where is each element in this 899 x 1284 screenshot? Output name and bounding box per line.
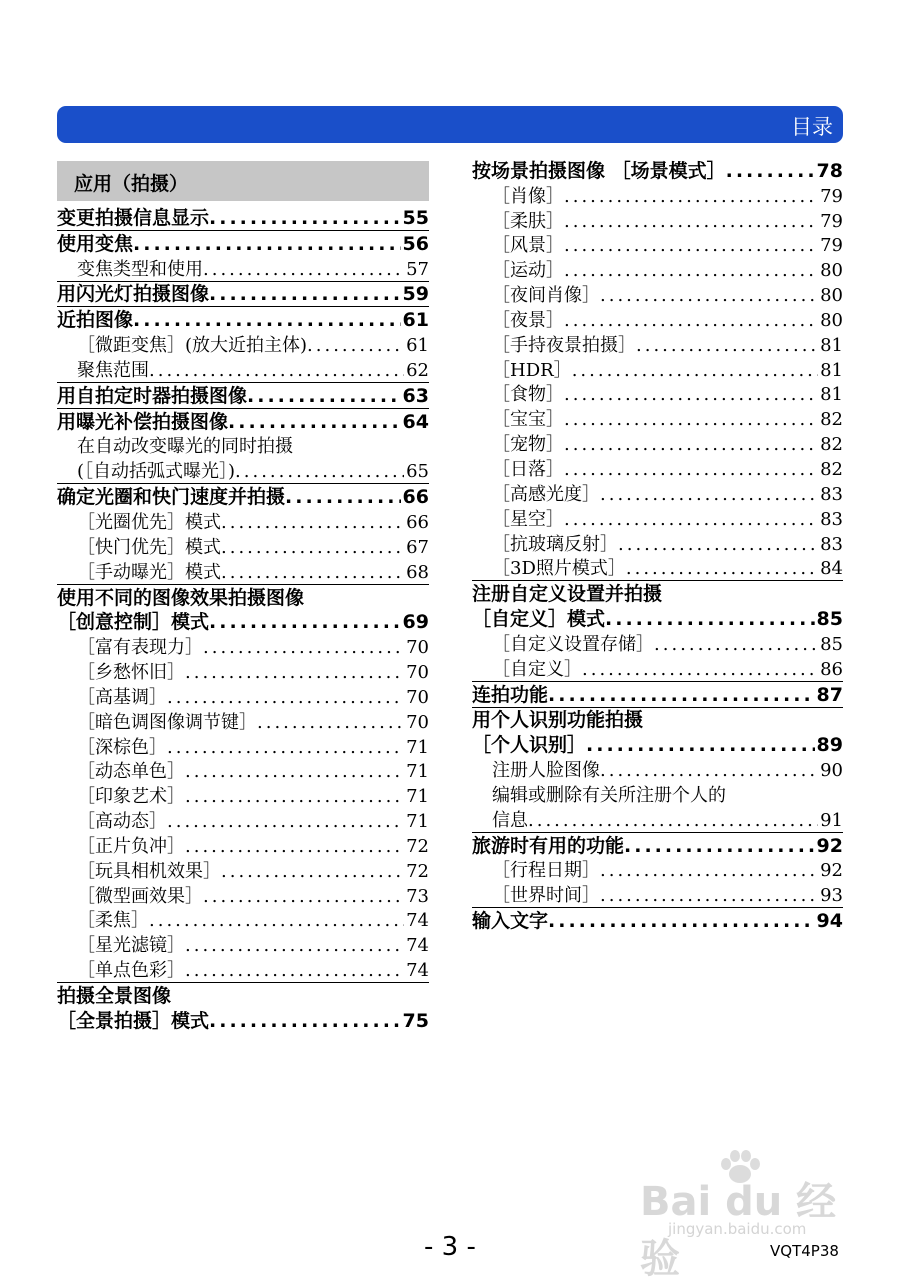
toc-entry[interactable] <box>472 481 843 506</box>
toc-entry-label: 变焦类型和使用 <box>77 258 203 280</box>
dot-leader <box>600 887 818 905</box>
toc-entry-label: ［全景拍摄］模式 <box>57 1009 210 1032</box>
dot-leader <box>654 636 818 654</box>
toc-entry-page: 72 <box>406 860 429 882</box>
toc-entry[interactable] <box>57 932 429 957</box>
toc-entry-label: ［行程日期］ <box>492 860 600 882</box>
toc-entry-page: 69 <box>402 611 429 634</box>
toc-entry-page: 73 <box>406 885 429 907</box>
toc-entry[interactable] <box>472 307 843 332</box>
toc-entry-label: ［印象艺术］ <box>77 786 185 808</box>
toc-entry-page: 93 <box>820 885 843 907</box>
toc-entry[interactable] <box>57 306 429 332</box>
toc-entry-label: ［微距变焦］(放大近拍主体) <box>77 335 308 357</box>
toc-entry-label: ［自定义设置存储］ <box>492 633 654 655</box>
toc-entry-page: 57 <box>406 258 429 280</box>
toc-entry[interactable] <box>472 858 843 883</box>
toc-entry[interactable] <box>472 431 843 456</box>
toc-entry-page: 83 <box>820 508 843 530</box>
dot-leader <box>626 560 818 578</box>
toc-entry-page: 70 <box>406 637 429 659</box>
toc-entry-page: 82 <box>820 458 843 480</box>
toc-entry-page: 70 <box>406 711 429 733</box>
dot-leader <box>209 285 401 304</box>
toc-entry-page: 92 <box>820 860 843 882</box>
dot-leader <box>564 312 818 330</box>
toc-entry[interactable] <box>472 556 843 581</box>
toc-entry-page: 68 <box>406 561 429 583</box>
toc-entry-page: 89 <box>816 734 843 757</box>
dot-leader <box>582 661 818 679</box>
toc-entry-label: ［星空］ <box>492 508 564 530</box>
dot-leader <box>257 714 404 732</box>
toc-entry[interactable] <box>472 907 843 933</box>
toc-entry-page: 75 <box>402 1009 429 1032</box>
dot-leader <box>149 912 404 930</box>
toc-entry-page: 62 <box>406 359 429 381</box>
toc-entry-label: ［富有表现力］ <box>77 637 203 659</box>
dot-leader <box>548 912 815 931</box>
toc-entry[interactable] <box>57 808 429 833</box>
dot-leader <box>636 337 818 355</box>
toc-entry[interactable] <box>57 230 429 256</box>
toc-entry-label: (［自动括弧式曝光］) <box>77 461 236 483</box>
toc-entry-label: ［世界时间］ <box>492 885 600 907</box>
toc-entry-label: 编辑或删除有关所注册个人的 <box>492 784 726 806</box>
toc-entry[interactable] <box>472 631 843 656</box>
dot-leader <box>564 461 818 479</box>
toc-entry[interactable] <box>57 382 429 408</box>
toc-entry-label: ［肖像］ <box>492 185 564 207</box>
toc-entry-label: 用个人识别功能拍摄 <box>472 709 644 732</box>
toc-entry-page: 64 <box>402 410 429 433</box>
toc-entry-page: 67 <box>406 536 429 558</box>
dot-leader <box>564 511 818 529</box>
toc-entry-label: 连拍功能 <box>472 683 549 706</box>
dot-leader <box>133 311 401 330</box>
dot-leader <box>221 564 404 582</box>
toc-entry-page: 71 <box>406 786 429 808</box>
dot-leader <box>203 888 404 906</box>
toc-entry-page: 90 <box>820 760 843 782</box>
toc-entry-page: 85 <box>820 633 843 655</box>
section-heading <box>57 161 429 201</box>
dot-leader <box>203 639 404 657</box>
toc-entry[interactable] <box>472 332 843 357</box>
toc-entry[interactable] <box>472 282 843 307</box>
toc-entry-label: ［夜景］ <box>492 309 564 331</box>
toc-entry[interactable] <box>472 732 843 757</box>
toc-entry-label: 用闪光灯拍摄图像 <box>57 283 210 306</box>
toc-entry-label: ［宠物］ <box>492 434 564 456</box>
toc-entry[interactable] <box>57 759 429 784</box>
toc-entry-label: ［HDR］ <box>492 359 572 381</box>
model-code: VQT4P38 <box>770 1242 839 1260</box>
toc-entry-page: 92 <box>816 834 843 857</box>
dot-leader <box>618 536 818 554</box>
toc-entry-label: ［玩具相机效果］ <box>77 860 221 882</box>
toc-entry-page: 87 <box>816 683 843 706</box>
toc-entry-page: 74 <box>406 935 429 957</box>
toc-entry-label: ［个人识别］ <box>472 734 587 757</box>
toc-entry[interactable] <box>57 458 429 483</box>
toc-entry-label: 注册人脸图像 <box>492 760 600 782</box>
toc-entry[interactable] <box>57 982 429 1008</box>
toc-entry-label: ［风景］ <box>492 235 564 257</box>
toc-entry-page: 65 <box>406 461 429 483</box>
toc-entry-page: 79 <box>820 210 843 232</box>
toc-entry-label: 在自动改变曝光的同时拍摄 <box>77 436 293 458</box>
dot-leader <box>167 689 404 707</box>
dot-leader <box>528 812 818 830</box>
dot-leader <box>209 613 401 632</box>
toc-entry[interactable] <box>57 584 429 610</box>
dot-leader <box>221 539 404 557</box>
toc-entry-label: ［星光滤镜］ <box>77 935 185 957</box>
toc-entry-page: 63 <box>402 384 429 407</box>
toc-entry[interactable] <box>57 634 429 659</box>
dot-leader <box>133 235 401 254</box>
toc-entry[interactable] <box>472 357 843 382</box>
toc-entry-label: ［动态单色］ <box>77 761 185 783</box>
toc-entry-page: 56 <box>402 232 429 255</box>
toc-right-column <box>472 158 843 933</box>
toc-entry-label: ［日落］ <box>492 458 564 480</box>
toc-entry[interactable] <box>57 559 429 584</box>
toc-entry-label: ［深棕色］ <box>77 736 167 758</box>
dot-leader <box>167 813 404 831</box>
toc-entry-label: 用自拍定时器拍摄图像 <box>57 384 248 407</box>
watermark-logo-text: Bai du 经验 <box>640 1179 837 1282</box>
toc-entry-page: 61 <box>402 309 429 332</box>
toc-entry-label: ［食物］ <box>492 384 564 406</box>
toc-entry-label: ［正片负冲］ <box>77 835 185 857</box>
toc-entry[interactable] <box>472 208 843 233</box>
dot-leader <box>185 962 404 980</box>
toc-entry[interactable] <box>472 757 843 782</box>
toc-entry[interactable] <box>57 205 429 230</box>
toc-entry[interactable] <box>57 357 429 382</box>
toc-entry[interactable] <box>472 807 843 832</box>
toc-entry-label: ［乡愁怀旧］ <box>77 662 185 684</box>
dot-leader <box>235 463 404 481</box>
toc-entry-label: ［微型画效果］ <box>77 885 203 907</box>
toc-entry-label: 拍摄全景图像 <box>57 985 172 1007</box>
toc-entry[interactable] <box>57 684 429 709</box>
toc-entry-label: ［创意控制］模式 <box>57 611 210 634</box>
toc-entry[interactable] <box>472 382 843 407</box>
dot-leader <box>203 261 404 279</box>
toc-entry[interactable] <box>57 408 429 434</box>
toc-entry-label: ［暗色调图像调节键］ <box>77 711 257 733</box>
dot-leader <box>586 736 815 755</box>
toc-entry-label: ［手动曝光］模式 <box>77 561 221 583</box>
toc-entry-label: 聚焦范围 <box>77 359 149 381</box>
dot-leader <box>221 863 404 881</box>
toc-entry[interactable] <box>57 908 429 933</box>
toc-entry-label: 用曝光补偿拍摄图像 <box>57 410 229 433</box>
toc-entry-label: 注册自定义设置并拍摄 <box>472 583 663 606</box>
dot-leader <box>564 237 818 255</box>
toc-entry[interactable] <box>57 1008 429 1033</box>
toc-entry[interactable] <box>57 659 429 684</box>
toc-entry[interactable] <box>472 456 843 481</box>
header-title: 目录 <box>791 115 833 139</box>
toc-entry[interactable] <box>57 610 429 635</box>
toc-entry[interactable] <box>57 883 429 908</box>
toc-entry[interactable] <box>57 833 429 858</box>
toc-entry[interactable] <box>57 783 429 808</box>
toc-entry-label: ［高基调］ <box>77 686 167 708</box>
toc-entry[interactable] <box>57 434 429 459</box>
dot-leader <box>209 1012 401 1031</box>
toc-entry-page: 83 <box>820 483 843 505</box>
toc-entry-page: 70 <box>406 662 429 684</box>
toc-entry-page: 83 <box>820 533 843 555</box>
toc-entry-page: 80 <box>820 285 843 307</box>
toc-entry-page: 94 <box>816 910 843 933</box>
toc-entry-page: 81 <box>820 384 843 406</box>
toc-entry[interactable] <box>57 957 429 982</box>
toc-entry-page: 78 <box>816 159 843 182</box>
toc-entry-page: 71 <box>406 761 429 783</box>
toc-entry[interactable] <box>57 256 429 281</box>
dot-leader <box>600 486 818 504</box>
toc-entry-label: ［单点色彩］ <box>77 960 185 982</box>
dot-leader <box>149 362 404 380</box>
toc-left-column <box>57 205 429 1033</box>
toc-entry[interactable] <box>472 606 843 631</box>
toc-entry[interactable] <box>57 734 429 759</box>
dot-leader <box>221 514 404 532</box>
toc-entry-label: ［宝宝］ <box>492 409 564 431</box>
toc-entry[interactable] <box>472 531 843 556</box>
dot-leader <box>185 664 404 682</box>
watermark-url: jingyan.baidu.com <box>668 1220 807 1238</box>
toc-entry[interactable] <box>472 681 843 707</box>
toc-entry-label: ［高动态］ <box>77 811 167 833</box>
toc-entry-page: 91 <box>820 809 843 831</box>
toc-entry-page: 82 <box>820 434 843 456</box>
toc-entry-label: 信息 <box>492 809 528 831</box>
toc-entry-page: 71 <box>406 811 429 833</box>
toc-entry[interactable] <box>472 782 843 807</box>
dot-leader <box>307 337 404 355</box>
toc-entry-page: 66 <box>406 511 429 533</box>
toc-entry-page: 79 <box>820 185 843 207</box>
dot-leader <box>228 413 401 432</box>
toc-entry-page: 72 <box>406 835 429 857</box>
toc-entry[interactable] <box>57 332 429 357</box>
toc-entry-page: 74 <box>406 960 429 982</box>
toc-entry-label: ［抗玻璃反射］ <box>492 533 618 555</box>
dot-leader <box>624 837 815 856</box>
toc-entry-label: 近拍图像 <box>57 309 134 332</box>
dot-leader <box>167 739 404 757</box>
toc-entry-label: ［高感光度］ <box>492 483 600 505</box>
toc-entry-page: 86 <box>820 658 843 680</box>
toc-entry-label: ［柔肤］ <box>492 210 564 232</box>
toc-entry-label: ［运动］ <box>492 260 564 282</box>
toc-entry-page: 80 <box>820 260 843 282</box>
toc-entry[interactable] <box>57 509 429 534</box>
dot-leader <box>564 213 818 231</box>
toc-entry-label: 输入文字 <box>472 910 549 933</box>
toc-entry-label: 旅游时有用的功能 <box>472 834 625 857</box>
toc-entry[interactable] <box>472 882 843 907</box>
toc-entry-label: 按场景拍摄图像 ［场景模式］ <box>472 159 726 182</box>
toc-entry-label: ［快门优先］模式 <box>77 536 221 558</box>
toc-entry-label: 使用不同的图像效果拍摄图像 <box>57 586 305 609</box>
toc-entry-label: 确定光圈和快门速度并拍摄 <box>57 486 286 509</box>
toc-entry[interactable] <box>472 183 843 208</box>
toc-entry[interactable] <box>472 406 843 431</box>
toc-entry[interactable] <box>472 506 843 531</box>
toc-entry-page: 81 <box>820 334 843 356</box>
toc-entry[interactable] <box>472 233 843 258</box>
dot-leader <box>564 188 818 206</box>
dot-leader <box>285 488 401 507</box>
toc-entry[interactable] <box>472 656 843 681</box>
dot-leader <box>564 436 818 454</box>
toc-entry-page: 55 <box>402 206 429 229</box>
toc-entry-label: 使用变焦 <box>57 232 134 255</box>
dot-leader <box>600 287 818 305</box>
section-title: 应用（拍摄） <box>74 173 189 195</box>
dot-leader <box>572 362 818 380</box>
toc-entry[interactable] <box>472 832 843 858</box>
toc-entry-page: 82 <box>820 409 843 431</box>
toc-entry[interactable] <box>57 709 429 734</box>
toc-entry-page: 74 <box>406 910 429 932</box>
dot-leader <box>209 209 401 228</box>
toc-entry-page: 59 <box>402 283 429 306</box>
toc-entry-label: ［柔焦］ <box>77 910 149 932</box>
toc-entry[interactable] <box>57 281 429 307</box>
dot-leader <box>564 411 818 429</box>
toc-entry-page: 81 <box>820 359 843 381</box>
toc-entry[interactable] <box>57 483 429 509</box>
dot-leader <box>185 838 404 856</box>
toc-entry[interactable] <box>472 158 843 183</box>
dot-leader <box>726 162 815 181</box>
toc-entry-label: ［夜间肖像］ <box>492 285 600 307</box>
dot-leader <box>548 686 815 705</box>
page-number: - 3 - <box>424 1232 476 1262</box>
toc-entry-label: ［自定义］模式 <box>472 608 606 631</box>
dot-leader <box>185 937 404 955</box>
toc-entry[interactable] <box>57 534 429 559</box>
toc-entry-page: 80 <box>820 309 843 331</box>
dot-leader <box>185 788 404 806</box>
toc-entry-page: 70 <box>406 686 429 708</box>
toc-entry-label: 变更拍摄信息显示 <box>57 206 210 229</box>
toc-entry[interactable] <box>472 707 843 733</box>
dot-leader <box>564 386 818 404</box>
dot-leader <box>564 262 818 280</box>
toc-entry-page: 84 <box>820 558 843 580</box>
dot-leader <box>600 762 818 780</box>
toc-entry-page: 61 <box>406 335 429 357</box>
toc-entry-label: ［手持夜景拍摄］ <box>492 334 636 356</box>
dot-leader <box>600 862 818 880</box>
dot-leader <box>247 387 401 406</box>
toc-entry-page: 66 <box>402 486 429 509</box>
toc-entry-page: 85 <box>816 608 843 631</box>
toc-entry-page: 71 <box>406 736 429 758</box>
toc-entry[interactable] <box>472 580 843 606</box>
toc-entry-label: ［光圈优先］模式 <box>77 511 221 533</box>
header-bar <box>57 106 843 143</box>
toc-entry[interactable] <box>57 858 429 883</box>
toc-entry-page: 79 <box>820 235 843 257</box>
toc-entry-label: ［3D照片模式］ <box>492 558 626 580</box>
toc-entry-label: ［自定义］ <box>492 658 582 680</box>
toc-entry[interactable] <box>472 257 843 282</box>
dot-leader <box>185 763 404 781</box>
dot-leader <box>605 610 815 629</box>
